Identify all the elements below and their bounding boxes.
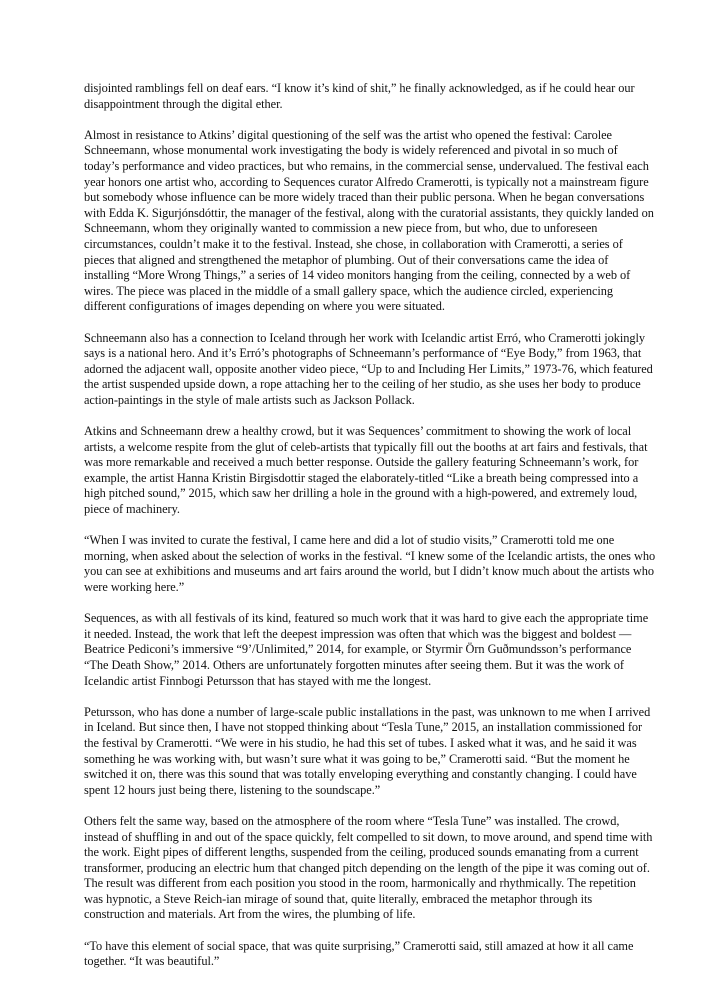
text-line: the festival by Cramerotti. “We were in his studio, he had this set of tubes. I asked what it was, and he said it was [84, 735, 637, 750]
text-line: action-paintings in the style of male artists such as Jackson Pollack. [84, 392, 415, 407]
text-line: together. “It was beautiful.” [84, 954, 220, 969]
text-line: adorned the adjacent wall, opposite another video piece, “Up to and Including Her Limits,” 1973-76, which featured [84, 361, 653, 376]
text-line: instead of shuffling in and out of the space quickly, felt compelled to sit down, to move around, and spend time with [84, 829, 653, 844]
text-line: Beatrice Pediconi’s immersive “9’/Unlimited,” 2014, for example, or Styrmir Örn Guðmundsson’s performance [84, 642, 632, 657]
text-line: disappointment through the digital ether. [84, 96, 283, 111]
text-line: something he was working with, but wasn’t sure what it was going to be,” Cramerotti said. “But the moment he [84, 751, 630, 766]
text-line: The result was different from each position you stood in the room, harmonically and rhythmically. The repetition [84, 876, 636, 891]
text-line: were working here.” [84, 580, 185, 594]
text-line: Others felt the same way, based on the atmosphere of the room where “Tesla Tune” was installed. The crowd, [84, 813, 620, 828]
text-line: example, the artist Hanna Kristin Birgisdottir staged the elaborately-titled “Like a breath being compressed into a [84, 470, 639, 485]
text-line: Sequences, as with all festivals of its kind, featured so much work that it was hard to give each the appropriate time [84, 611, 649, 626]
text-line: Icelandic artist Finnbogi Petursson that has stayed with me the longest. [84, 673, 432, 688]
paragraph-4 [84, 424, 684, 518]
text-line: with Edda K. Sigurjónsdóttir, the manager of the festival, along with the curatorial assistants, they quickly landed on [84, 205, 654, 220]
text-line: but somebody whose influence can be more widely traced than their public persona. When he began conversations [84, 190, 645, 205]
text-line: construction and materials. Art from the wires, the plumbing of life. [84, 907, 416, 922]
text-line: high pitched sound,” 2015, which saw her drilling a hole in the ground with a high-powered, and extremely loud, [84, 486, 638, 501]
text-line: today’s performance and video practices, but who remains, in the commercial sense, undervalued. The festival each [84, 158, 649, 173]
text-line: Atkins and Schneemann drew a healthy crowd, but it was Sequences’ commitment to showing the work of local [84, 424, 632, 439]
paragraph-3 [84, 331, 684, 409]
text-line: Almost in resistance to Atkins’ digital questioning of the self was the artist who opened the festival: Carolee [84, 127, 612, 142]
paragraph-5 [84, 533, 684, 595]
text-line: was more remarkable and received a much better response. Outside the gallery featuring Schneemann’s work, for [84, 455, 639, 470]
text-line: was hypnotic, a Steve Reich-ian mirage of sound that, quite literally, embraced the metaphor through its [84, 891, 593, 906]
text-line: piece of machinery. [84, 502, 180, 517]
text-line: pieces that aligned and strengthened the metaphor of plumbing. Out of their conversations came the idea of [84, 252, 609, 267]
text-line: Schneemann also has a connection to Iceland through her work with Icelandic artist Erró, who Cramerotti jokingly [84, 330, 646, 345]
text-line: year honors one artist who, according to Sequences curator Alfredo Cramerotti, is typically not a mainstream figure [84, 174, 649, 189]
paragraph-8 [84, 814, 684, 923]
text-line: in Iceland. But since then, I have not stopped thinking about “Tesla Tune,” 2015, an installation commissioned for [84, 720, 643, 735]
text-line: different configurations of images depending on where you were situated. [84, 299, 445, 314]
text-line: the artist suspended upside down, a rope attaching her to the ceiling of her studio, as she uses her body to produce [84, 377, 641, 392]
text-line: installing “More Wrong Things,” a series of 14 video monitors hanging from the ceiling, connected by a web of [84, 268, 631, 283]
text-line: switched it on, there was this sound that was totally enveloping everything and constantly changing. I could have [84, 767, 637, 782]
text-line: circumstances, couldn’t make it to the festival. Instead, she chose, in collaboration with Cramerotti, a series of [84, 236, 623, 251]
text-line: Schneemann, whose monumental work investigating the body is widely referenced and pivotal in so much of [84, 143, 618, 158]
text-line: disjointed ramblings fell on deaf ears. “I know it’s kind of shit,” he finally acknowledged, as if he could hear our [84, 81, 635, 95]
text-line: the work. Eight pipes of different lengths, suspended from the ceiling, produced sounds emanating from a current [84, 845, 639, 860]
text-line: you can see at exhibitions and museums and art fairs around the world, but I didn’t know much about the artists who [84, 564, 654, 579]
text-line: “To have this element of social space, that was quite surprising,” Cramerotti said, still amazed at how it all came [84, 938, 634, 953]
paragraph-9 [84, 939, 684, 970]
paragraph-2 [84, 128, 684, 315]
text-line: spent 12 hours just being there, listening to the soundscape.” [84, 782, 381, 797]
text-line: Schneemann, whom they originally wanted to commission a new piece from, but who, due to unforeseen [84, 221, 598, 236]
text-line: morning, when asked about the selection of works in the festival. “I knew some of the Icelandic artists, the ones who [84, 548, 656, 563]
text-line: “The Death Show,” 2014. Others are unfortunately forgotten minutes after seeing them. But it was the work of [84, 657, 624, 672]
text-line: says is a national hero. And it’s Erró’s photographs of Schneemann’s performance of “Eye Body,” from 1963, that [84, 346, 642, 361]
text-line: Petursson, who has done a number of large-scale public installations in the past, was unknown to me when I arrived [84, 704, 651, 719]
text-line: artists, a welcome respite from the glut of celeb-artists that typically fill out the booths at art fairs and festivals, that [84, 439, 648, 454]
text-line: it needed. Instead, the work that left the deepest impression was often that which was the biggest and boldest — [84, 626, 632, 641]
paragraph-6 [84, 611, 684, 689]
text-line: transformer, producing an electric hum that changed pitch depending on the length of the pipe it was coming out of. [84, 860, 650, 875]
document-page [84, 81, 684, 985]
paragraph-1 [84, 81, 684, 112]
text-line: wires. The piece was placed in the middle of a small gallery space, which the audience circled, experiencing [84, 283, 614, 298]
text-line: “When I was invited to curate the festival, I came here and did a lot of studio visits,” Cramerotti told me one [84, 533, 615, 548]
paragraph-7 [84, 705, 684, 799]
